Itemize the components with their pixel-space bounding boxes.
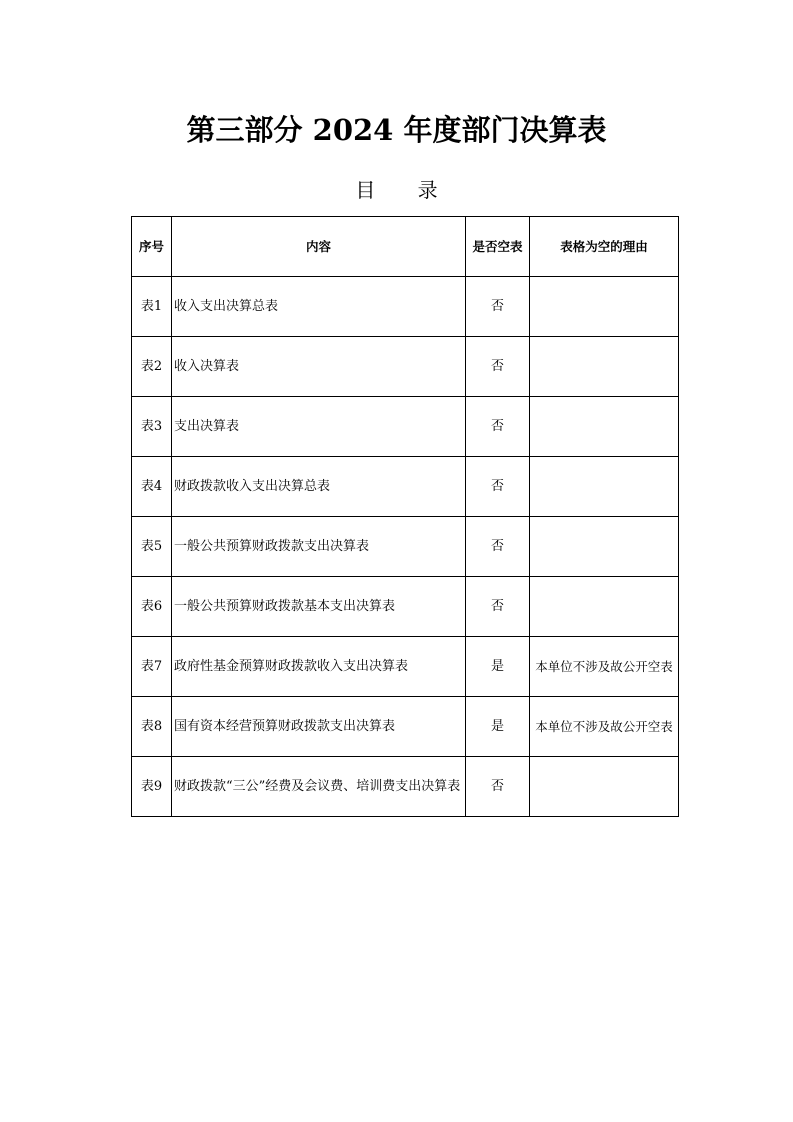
row-no: 表1: [132, 277, 172, 337]
row-is-empty: 否: [466, 397, 530, 457]
row-content: 财政拨款“三公”经费及会议费、培训费支出决算表: [172, 757, 466, 817]
row-reason: [530, 277, 679, 337]
table-row: [132, 577, 679, 637]
toc-table: [131, 216, 679, 817]
table-row: [132, 277, 679, 337]
row-is-empty: 否: [466, 577, 530, 637]
row-is-empty: 否: [466, 277, 530, 337]
page-title: 第三部分 2024 年度部门决算表: [186, 113, 607, 147]
row-content: 收入决算表: [172, 337, 466, 397]
row-no: 表3: [132, 397, 172, 457]
table-row: [132, 457, 679, 517]
row-content: 政府性基金预算财政拨款收入支出决算表: [172, 637, 466, 697]
row-no: 表4: [132, 457, 172, 517]
header-content: 内容: [172, 217, 466, 277]
row-no: 表6: [132, 577, 172, 637]
table-row: [132, 337, 679, 397]
row-no: 表5: [132, 517, 172, 577]
table-row: [132, 397, 679, 457]
row-content: 国有资本经营预算财政拨款支出决算表: [172, 697, 466, 757]
row-reason: 本单位不涉及故公开空表: [530, 637, 679, 697]
row-reason: [530, 397, 679, 457]
row-content: 财政拨款收入支出决算总表: [172, 457, 466, 517]
row-is-empty: 否: [466, 457, 530, 517]
row-reason: [530, 457, 679, 517]
toc-heading: 目 录: [355, 178, 456, 202]
row-no: 表7: [132, 637, 172, 697]
row-reason: 本单位不涉及故公开空表: [530, 697, 679, 757]
row-is-empty: 是: [466, 637, 530, 697]
row-is-empty: 否: [466, 757, 530, 817]
header-no: 序号: [132, 217, 172, 277]
row-reason: [530, 577, 679, 637]
row-content: 支出决算表: [172, 397, 466, 457]
table-row: [132, 757, 679, 817]
row-no: 表2: [132, 337, 172, 397]
row-content: 一般公共预算财政拨款基本支出决算表: [172, 577, 466, 637]
row-is-empty: 否: [466, 337, 530, 397]
table-row: [132, 697, 679, 757]
row-reason: [530, 757, 679, 817]
row-content: 收入支出决算总表: [172, 277, 466, 337]
row-no: 表8: [132, 697, 172, 757]
row-reason: [530, 337, 679, 397]
row-content: 一般公共预算财政拨款支出决算表: [172, 517, 466, 577]
row-is-empty: 是: [466, 697, 530, 757]
row-is-empty: 否: [466, 517, 530, 577]
table-row: [132, 637, 679, 697]
header-is-empty: 是否空表: [466, 217, 530, 277]
row-reason: [530, 517, 679, 577]
header-reason: 表格为空的理由: [530, 217, 679, 277]
table-row: [132, 517, 679, 577]
table-header-row: [132, 217, 679, 277]
row-no: 表9: [132, 757, 172, 817]
